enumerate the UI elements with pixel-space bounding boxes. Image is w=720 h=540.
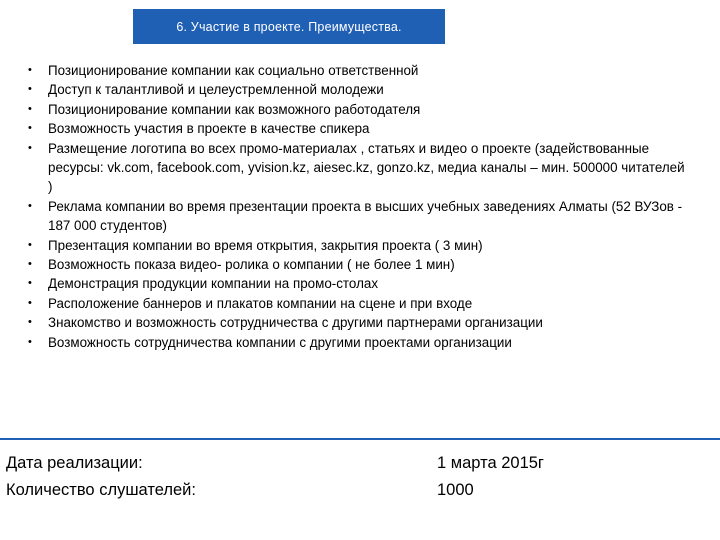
bullet-icon: • bbox=[28, 296, 32, 309]
slide-title: 6. Участие в проекте. Преимущества. bbox=[176, 19, 402, 34]
bullet-icon: • bbox=[28, 316, 32, 329]
bullet-icon: • bbox=[28, 277, 32, 290]
benefit-text: Презентация компании во время открытия, закрытия проекта ( 3 мин) bbox=[48, 237, 483, 253]
benefits-list bbox=[28, 61, 688, 352]
benefit-text: Возможность участия в проекте в качестве спикера bbox=[48, 121, 370, 137]
list-item bbox=[28, 61, 688, 80]
benefit-text: Размещение логотипа во всех промо-материалах , статьях и видео о проекте (задействованные ресурсы: vk.com, facebook.com, yvision.kz, aiesec.kz, gonzo.kz, медиа каналы – мин. 500000 читателей ) bbox=[48, 140, 685, 195]
list-item bbox=[28, 255, 688, 274]
benefit-text: Знакомство и возможность сотрудничества с другими партнерами организации bbox=[48, 315, 543, 331]
footer-divider bbox=[0, 438, 720, 440]
benefit-text: Расположение баннеров и плакатов компании на сцене и при входе bbox=[48, 295, 473, 311]
list-item bbox=[28, 274, 688, 293]
listeners-label: Количество слушателей: bbox=[6, 481, 196, 499]
list-item bbox=[28, 197, 688, 236]
list-item bbox=[28, 236, 688, 255]
bullet-icon: • bbox=[28, 141, 32, 154]
bullet-icon: • bbox=[28, 258, 32, 271]
benefit-text: Доступ к талантливой и целеустремленной молодежи bbox=[48, 82, 384, 98]
listeners-value: 1000 bbox=[437, 481, 474, 499]
bullet-icon: • bbox=[28, 122, 32, 135]
bullet-icon: • bbox=[28, 83, 32, 96]
benefit-text: Реклама компании во время презентации проекта в высших учебных заведениях Алматы (52 ВУЗов - 187 000 студентов) bbox=[48, 198, 683, 234]
list-item bbox=[28, 119, 688, 138]
bullet-icon: • bbox=[28, 238, 32, 251]
list-item bbox=[28, 139, 688, 197]
slide-title-bar bbox=[133, 9, 445, 44]
bullet-icon: • bbox=[28, 102, 32, 115]
benefit-text: Возможность показа видео- ролика о компании ( не более 1 мин) bbox=[48, 257, 455, 273]
list-item bbox=[28, 100, 688, 119]
bullet-icon: • bbox=[28, 64, 32, 76]
list-item bbox=[28, 333, 688, 352]
list-item bbox=[28, 313, 688, 332]
date-label: Дата реализации: bbox=[6, 454, 143, 472]
benefit-text: Демонстрация продукции компании на промо-столах bbox=[48, 276, 379, 292]
bullet-icon: • bbox=[28, 199, 32, 212]
benefit-text: Позиционирование компании как социально ответственной bbox=[48, 63, 419, 78]
date-value: 1 марта 2015г bbox=[437, 454, 544, 472]
benefit-text: Позиционирование компании как возможного работодателя bbox=[48, 101, 421, 117]
bullet-icon: • bbox=[28, 335, 32, 348]
list-item bbox=[28, 294, 688, 313]
benefit-text: Возможность сотрудничества компании с другими проектами организации bbox=[48, 334, 512, 350]
list-item bbox=[28, 80, 688, 99]
